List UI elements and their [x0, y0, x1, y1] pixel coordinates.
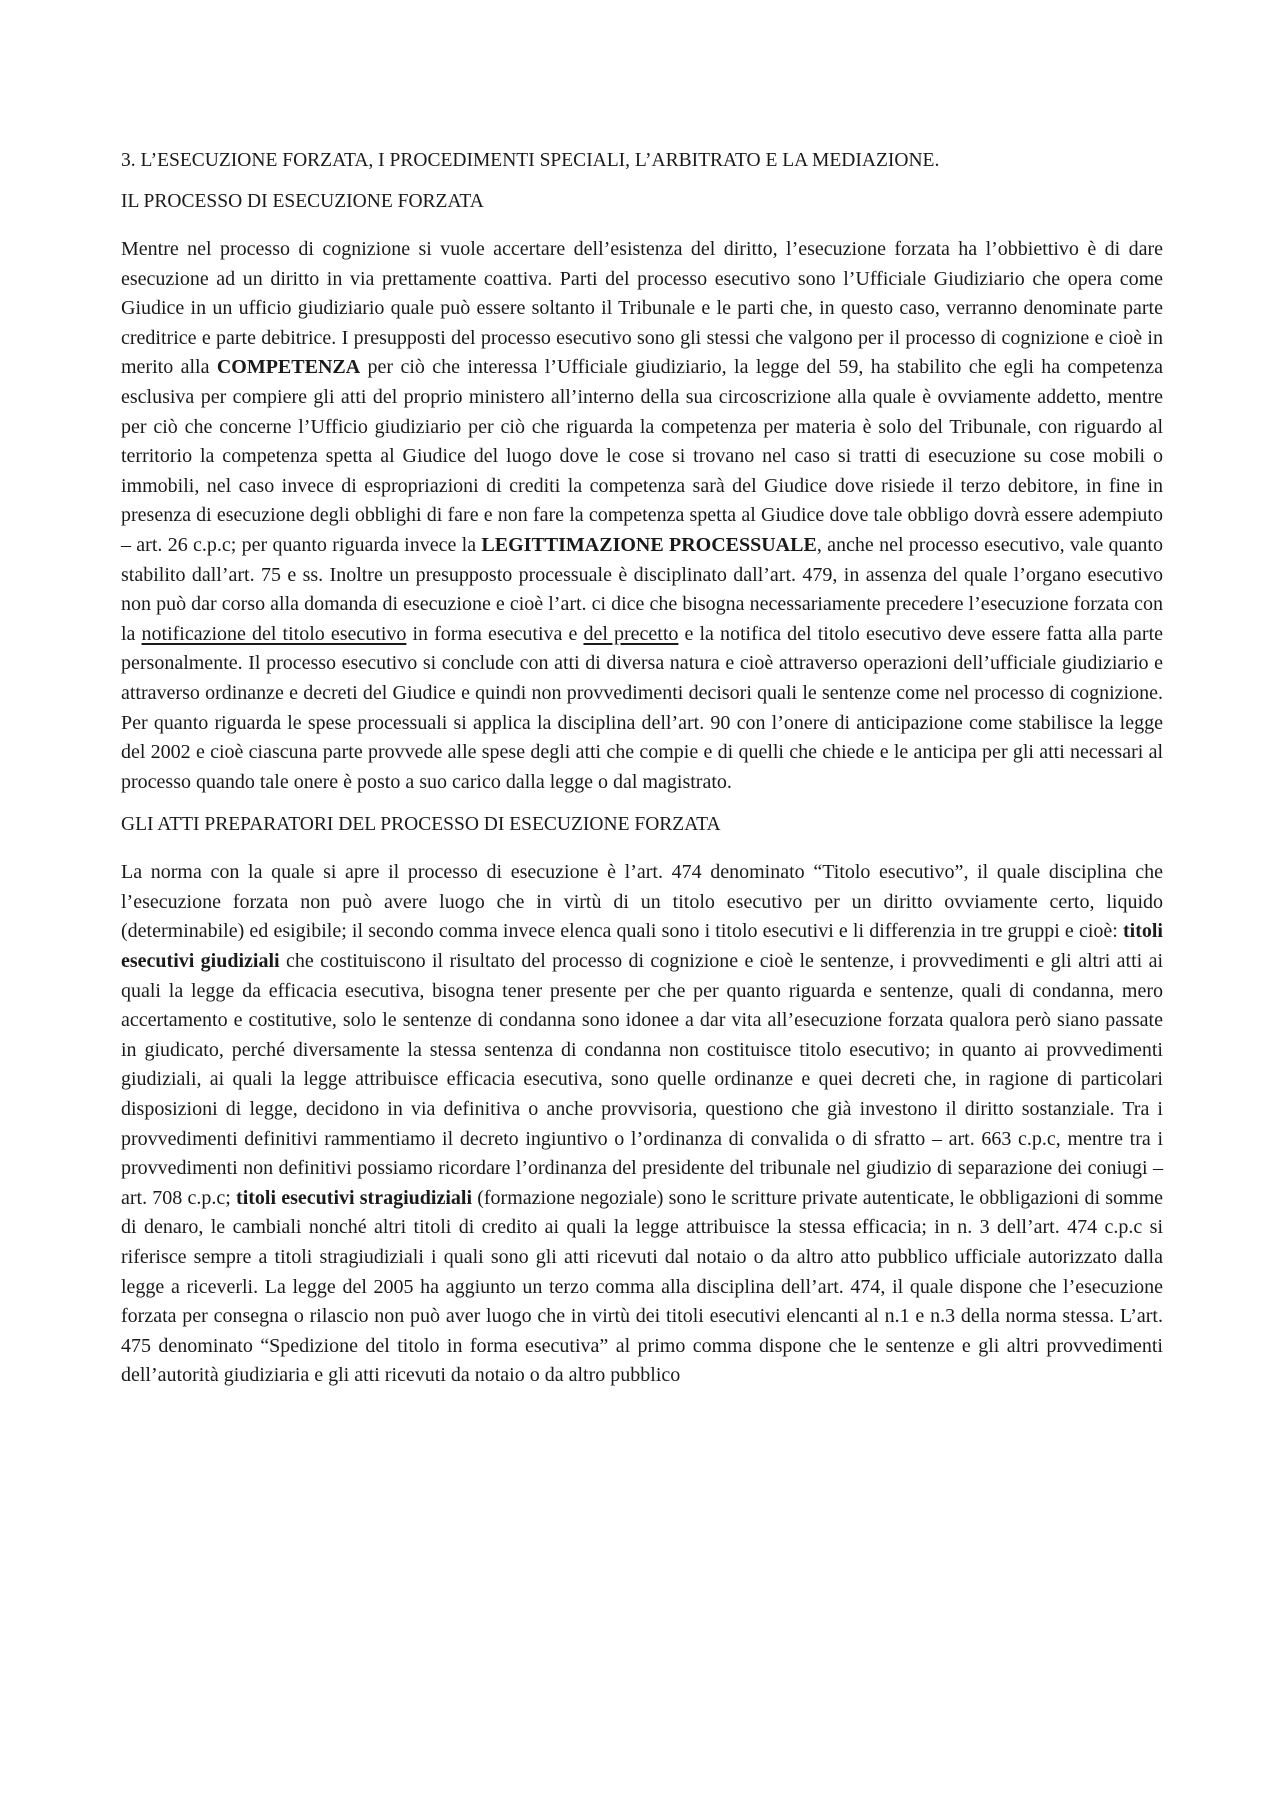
bold-term-competenza: COMPETENZA [216, 356, 361, 379]
paragraph-processo-esecuzione [121, 235, 1163, 797]
document-title: 3. L’ESECUZIONE FORZATA, I PROCEDIMENTI SPECIALI, L’ARBITRATO E LA MEDIAZIONE. [121, 150, 940, 171]
text-run: La norma con la quale si apre il processo di esecuzione è l’art. 474 denominato “Titolo esecutivo”, il quale disciplina che l’esecuzione forzata non può avere luogo che in virtù di un titolo esecutivo per un diritto ovviamente certo, liquido (determinabile) ed esigibile; il secondo comma invece elenca quali sono i titolo esecutivi e li differenzia in tre gruppi e cioè: [121, 861, 1163, 943]
text-run: Mentre nel processo di cognizione si vuole accertare dell’esistenza del diritto, l’esecuzione forzata ha l’obbiettivo è di dare esecuzione ad un diritto in via prettamente coattiva. Parti del processo esecutivo sono l’Ufficiale Giudiziario che opera come Giudice in un ufficio giudiziario quale può essere soltanto il Tribunale e le parti che, in questo caso, verranno denominate parte creditrice e parte debitrice. I presupposti del processo esecutivo sono gli stessi che valgono per il processo di cognizione e cioè in merito alla [121, 238, 1163, 379]
text-run: per ciò che interessa l’Ufficiale giudiziario, la legge del 59, ha stabilito che egli ha competenza esclusiva per compiere gli atti del proprio ministero all’interno della sua circoscrizione alla quale è ovviamente addetto, mentre per ciò che concerne l’Ufficio giudiziario per ciò che riguarda la competenza per materia è solo del Tribunale, con riguardo al territorio la competenza spetta al Giudice del luogo dove le cose si trovano nel caso si tratti di esecuzione su cose mobili o immobili, nel caso invece di espropriazioni di crediti la competenza sarà del Giudice dove risiede il terzo debitore, in fine in presenza di esecuzione degli obblighi di fare e non fare la competenza spetta al Giudice dove tale obbligo dovrà essere adempiuto – art. 26 c.p.c; per quanto riguarda invece la [121, 356, 1164, 556]
bold-term-legittimazione: LEGITTIMAZIONE PROCESSUALE [481, 533, 817, 556]
bold-term-titoli-stragiudiziali: titoli esecutivi stragiudiziali [236, 1186, 473, 1209]
text-run: e la notifica del titolo esecutivo deve essere fatta alla parte personalmente. Il processo esecutivo si conclude con atti di diversa natura e cioè attraverso operazioni dell’ufficiale giudiziario e attraverso ordinanze e decreti del Giudice e quindi non provvedimenti decisori quali le sentenze come nel processo di cognizione. Per quanto riguarda le spese processuali si applica la disciplina dell’art. 90 con l’onere di anticipazione come stabilisce la legge del 2002 e cioè ciascuna parte provvede alle spese degli atti che compie e di quelli che chiede e le anticipa per gli atti necessari al processo quando tale onere è posto a suo carico dalla legge o dal magistrato. [121, 622, 1163, 793]
text-run: in forma esecutiva e [406, 622, 584, 645]
text-run: che costituiscono il risultato del processo di cognizione e cioè le sentenze, i provvedimenti e gli altri atti ai quali la legge da efficacia esecutiva, bisogna tener presente per che per quanto riguarda e sentenze, quali di condanna, mero accertamento e costitutive, solo le sentenze di condanna sono idonee a dar vita all’esecuzione forzata qualora però siano passate in giudicato, perché diversamente la stessa sentenza di condanna non costituisce titolo esecutivo; in quanto ai provvedimenti giudiziali, ai quali la legge attribuisce efficacia esecutiva, sono quelle ordinanze e quei decreti che, in ragione di particolari disposizioni di legge, decidono in via definitiva o anche provvisoria, questiono che già investono il diritto sostanziale. Tra i provvedimenti definitivi rammentiamo il decreto ingiuntivo o l’ordinanza di convalida o di sfratto – art. 663 c.p.c, mentre tra i provvedimenti non definitivi possiamo ricordare l’ordinanza del presidente del tribunale nel giudizio di separazione dei coniugi – art. 708 c.p.c; [121, 950, 1164, 1209]
section-heading-esecuzione-forzata: IL PROCESSO DI ESECUZIONE FORZATA [121, 191, 484, 212]
underlined-precetto: del precetto [583, 622, 679, 645]
text-run: , anche nel processo esecutivo, vale quanto stabilito dall’art. 75 e ss. Inoltre un presupposto processuale è disciplinato dall’art. 479, in assenza del quale l’organo esecutivo non può dar corso alla domanda di esecuzione e cioè l’art. ci dice che bisogna necessariamente precedere l’esecuzione forzata con la [121, 533, 1163, 645]
paragraph-atti-preparatori [121, 858, 1163, 1391]
text-run: (formazione negoziale) sono le scritture private autenticate, le obbligazioni di somme di denaro, le cambiali nonché altri titoli di credito ai quali la legge attribuisce la stessa efficacia; in n. 3 dell’art. 474 c.p.c si riferisce sempre a titoli stragiudiziali i quali sono gli atti ricevuti dal notaio o da altro atto pubblico ufficiale autorizzato dalla legge a riceverli. La legge del 2005 ha aggiunto un terzo comma alla disciplina dell’art. 474, il quale dispone che l’esecuzione forzata per consegna o rilascio non può aver luogo che in virtù dei titoli esecutivi elencanti al n.1 e n.3 della norma stessa. L’art. 475 denominato “Spedizione del titolo in forma esecutiva” al primo comma dispone che le sentenze e gli altri provvedimenti dell’autorità giudiziaria e gli atti ricevuti da notaio o da altro pubblico [121, 1186, 1164, 1387]
document-body [121, 148, 1163, 1391]
bold-term-titoli-giudiziali: titoli esecutivi giudiziali [121, 920, 1163, 973]
underlined-notificazione-titolo: notificazione del titolo esecutivo [141, 622, 407, 645]
section-heading-atti-preparatori: GLI ATTI PREPARATORI DEL PROCESSO DI ESECUZIONE FORZATA [121, 814, 721, 836]
